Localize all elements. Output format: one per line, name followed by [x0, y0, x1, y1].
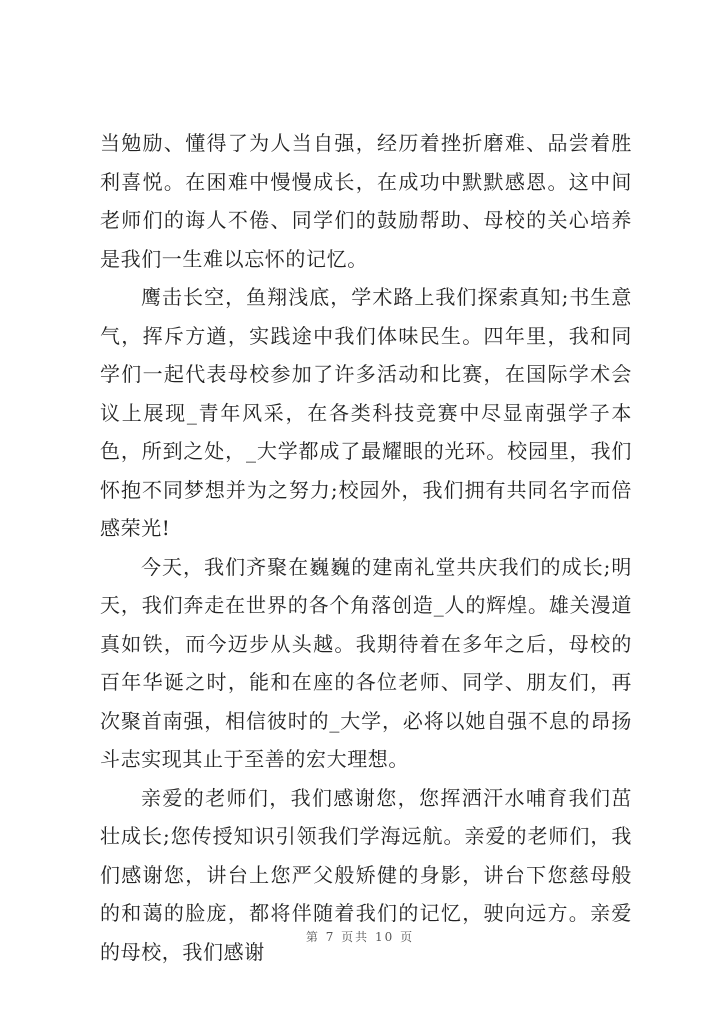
paragraph-today-tomorrow: 今天，我们齐聚在巍巍的建南礼堂共庆我们的成长;明天，我们奔走在世界的各个角落创造_人的辉煌。雄关漫道真如铁，而今迈步从头越。我期待着在多年之后，母校的百年华诞之时，能和在座的各位老师、同学、朋友们，再次聚首南强，相信彼时的_大学，必将以她自强不息的昂扬斗志实现其止于至善的宏大理想。 [100, 554, 632, 771]
page-number-footer: 第 7 页共 10 页 [305, 930, 415, 944]
paragraph-continuation: 当勉励、懂得了为人当自强，经历着挫折磨难、品尝着胜利喜悦。在困难中慢慢成长，在成功中默默感恩。这中间老师们的诲人不倦、同学们的鼓励帮助、母校的关心培养是我们一生难以忘怀的记忆。 [100, 131, 632, 271]
document-body [100, 124, 632, 971]
paragraph-thanks-teachers: 亲爱的老师们，我们感谢您，您挥洒汗水哺育我们茁壮成长;您传授知识引领我们学海远航。亲爱的老师们，我们感谢您，讲台上您严父般矫健的身影，讲台下您慈母般的和蔼的脸庞，都将伴随着我们的记忆，驶向远方。亲爱的母校，我们感谢 [100, 785, 632, 964]
paragraph-academic-practice: 鹰击长空，鱼翔浅底，学术路上我们探索真知;书生意气，挥斥方遒，实践途中我们体味民生。四年里，我和同学们一起代表母校参加了许多活动和比赛，在国际学术会议上展现_青年风采，在各类科技竞赛中尽显南强学子本色，所到之处，_大学都成了最耀眼的光环。校园里，我们怀抱不同梦想并为之努力;校园外，我们拥有共同名字而倍感荣光! [100, 285, 632, 540]
